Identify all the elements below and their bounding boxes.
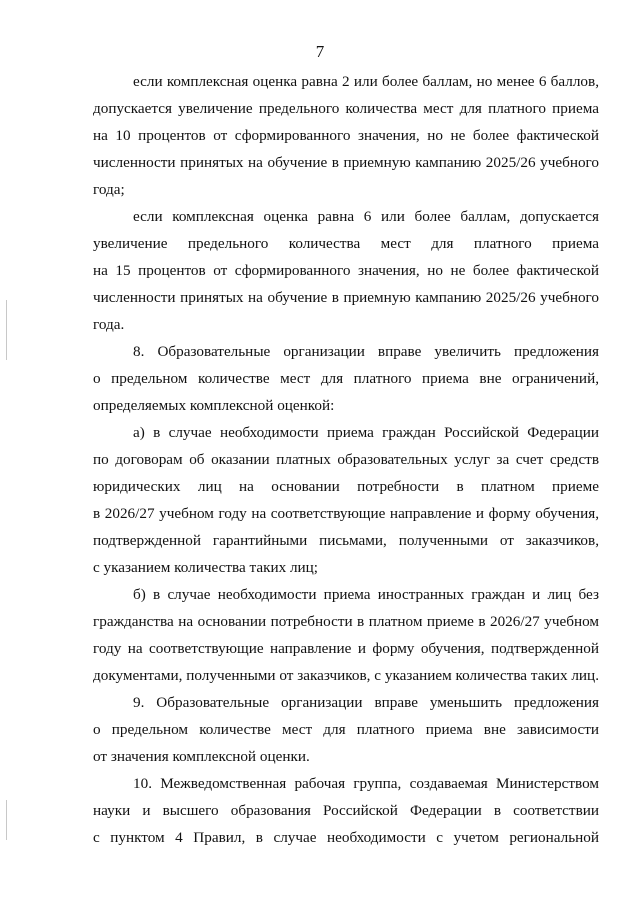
text-line: а) в случае необходимости приема граждан Российской Федерации [133, 424, 599, 441]
text-line: если комплексная оценка равна 6 или более баллам, допускается [133, 208, 599, 225]
text-line: о предельном количестве мест для платного приема вне зависимости [93, 721, 599, 738]
text-line: года. [93, 316, 125, 333]
text-line: по договорам об оказании платных образовательных услуг за счет средств [93, 451, 599, 468]
text-line: 8. Образовательные организации вправе увеличить предложения [133, 343, 599, 360]
text-line: 10. Межведомственная рабочая группа, создаваемая Министерством [133, 775, 599, 792]
page-number: 7 [315, 42, 325, 61]
text-line: с пунктом 4 Правил, в случае необходимости с учетом региональной [93, 829, 599, 846]
scan-edge-mark [6, 300, 7, 360]
text-line: в 2026/27 учебном году на соответствующие направление и форму обучения, [93, 505, 599, 522]
text-line: документами, полученными от заказчиков, с указанием количества таких лиц. [93, 667, 599, 684]
text-line: года; [93, 181, 125, 198]
text-line: юридических лиц на основании потребности в платном приеме [93, 478, 599, 495]
text-line: на 15 процентов от сформированного значения, но не более фактической [93, 262, 599, 279]
text-line: численности принятых на обучение в приемную кампанию 2025/26 учебного [93, 154, 599, 171]
text-line: от значения комплексной оценки. [93, 748, 310, 765]
text-line: определяемых комплексной оценкой: [93, 397, 335, 414]
text-line: о предельном количестве мест для платного приема вне ограничений, [93, 370, 599, 387]
text-line: если комплексная оценка равна 2 или более баллам, но менее 6 баллов, [133, 73, 599, 90]
text-line: подтвержденной гарантийными письмами, полученными от заказчиков, [93, 532, 599, 549]
text-line: 9. Образовательные организации вправе уменьшить предложения [133, 694, 599, 711]
text-line: с указанием количества таких лиц; [93, 559, 319, 576]
text-line: году на соответствующие направление и форму обучения, подтвержденной [93, 640, 599, 657]
text-line: численности принятых на обучение в приемную кампанию 2025/26 учебного [93, 289, 599, 306]
text-line: науки и высшего образования Российской Федерации в соответствии [93, 802, 599, 819]
text-line: на 10 процентов от сформированного значения, но не более фактической [93, 127, 599, 144]
text-line: б) в случае необходимости приема иностранных граждан и лиц без [133, 586, 599, 603]
scan-edge-mark [6, 800, 7, 840]
text-line: гражданства на основании потребности в платном приеме в 2026/27 учебном [93, 613, 599, 630]
text-line: допускается увеличение предельного количества мест для платного приема [93, 100, 599, 117]
text-line: увеличение предельного количества мест для платного приема [93, 235, 599, 252]
